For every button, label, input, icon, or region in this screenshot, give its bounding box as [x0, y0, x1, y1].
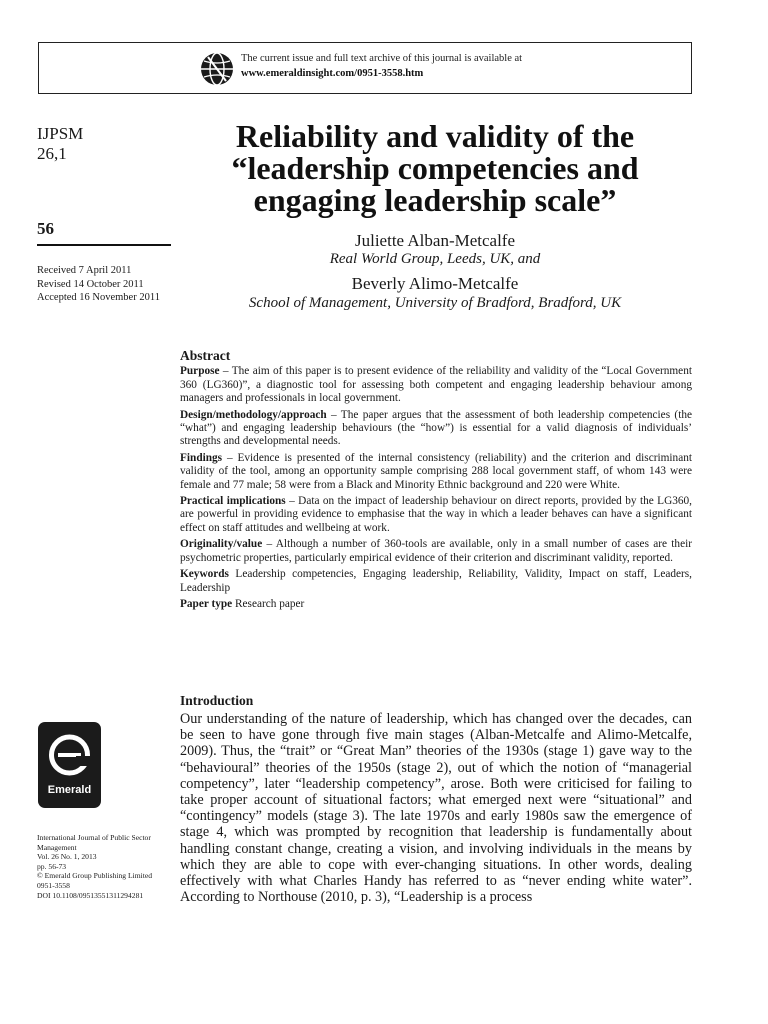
- pub-info-line: DOI 10.1108/09513551311294281: [37, 890, 144, 900]
- introduction-paragraph: Our understanding of the nature of leadership, which has changed over the decades, can be seen to have gone through five main stages (Alban-Metcalfe and Alimo-Metcalfe, 2009). Thus, the “trait” or “Great Man” theories of the 1930s (stage 1) gave way to the “behavioural” theories of the 1950s (stage 2), out of which the notion of “managerial competency”, later “leadership competency”, arose. Both were criticised for failing to take proper account of situational factors; what emerged next were “situational” and “contingency” models (stage 3). The late 1970s and early 1980s saw the emergence of stage 4, which was prompted by recognition that leadership is fundamentally about handling constant change, creating a vision, and involving individuals in the means by which they are able to cope with ever-changing situations. In other words, dealing effectively with what Charles Handy has referred to as “never ending white water”. According to Northouse (2010, p. 3), “Leadership is a process: [180, 711, 692, 906]
- author-affiliation: Real World Group, Leeds, UK, and: [329, 251, 541, 267]
- pub-info-line: International Journal of Public Sector: [37, 833, 151, 842]
- abstract-findings: [180, 452, 692, 492]
- abstract-paper-type: [180, 598, 692, 611]
- abstract-keywords: [180, 568, 692, 595]
- author-affiliation: School of Management, University of Bradford, Bradford, UK: [248, 295, 622, 311]
- emerald-e-icon: [46, 730, 93, 782]
- abstract-label: Paper type: [180, 597, 233, 610]
- publication-info: [37, 833, 177, 900]
- abstract-implications: [180, 495, 692, 535]
- page-number: 56: [37, 219, 54, 238]
- abstract-label: Design/methodology/approach: [180, 408, 327, 421]
- pub-info-line: Management: [37, 842, 77, 852]
- abstract-text: – Although a number of 360-tools are available, only in a small number of cases are their psychometric properties, particularly empirical evidence of their criterion and discriminant validity, reported.: [180, 538, 692, 564]
- abstract-originality: [180, 538, 692, 565]
- journal-code-block: [37, 124, 83, 164]
- abstract-label: Originality/value: [180, 538, 263, 551]
- title-line: engaging leadership scale”: [253, 182, 617, 218]
- author-name: Beverly Alimo-Metcalfe: [351, 274, 519, 293]
- journal-archive-banner: [38, 42, 692, 94]
- banner-availability-text: The current issue and full text archive of this journal is available at: [241, 53, 523, 64]
- abstract-text: Research paper: [232, 597, 305, 610]
- abstract-text: – The aim of this paper is to present evidence of the reliability and validity of the “Local Government 360 (LG360)”, a diagnostic tool for assessing both competent and engaging leadership behaviour among managers and professionals in local government.: [180, 365, 692, 405]
- abstract-text: – The paper argues that the assessment of both leadership competencies (the “what”) and engaging leadership behaviours (the “how”) is essential for a valid diagnosis of individuals’ strengths and developmental needs.: [180, 408, 692, 448]
- pub-info-line: 0951-3558: [37, 880, 70, 890]
- abstract-heading: Abstract: [180, 348, 231, 363]
- title-line: Reliability and validity of the: [235, 118, 635, 154]
- abstract-text: – Data on the impact of leadership behaviour on direct reports, provided by the LG360, are powerful in providing evidence to emphasise that the way in which a leader behaves can have a significant effect on staff attitudes and wellbeing at work.: [180, 495, 692, 534]
- pub-info-line: © Emerald Group Publishing Limited: [37, 871, 153, 881]
- received-date: Received 7 April 2011: [37, 265, 132, 276]
- abstract-label: Keywords: [180, 568, 229, 581]
- emerald-logo: [38, 722, 101, 808]
- submission-history: [37, 264, 160, 305]
- journal-abbreviation: IJPSM: [37, 124, 84, 143]
- abstract-label: Purpose: [180, 365, 220, 378]
- abstract-label: Findings: [180, 451, 223, 464]
- revised-date: Revised 14 October 2011: [37, 278, 144, 290]
- emerald-logo-label: Emerald: [47, 784, 92, 796]
- abstract-section: [180, 349, 692, 614]
- journal-volume: 26,1: [37, 144, 67, 163]
- pub-info-line: Vol. 26 No. 1, 2013: [37, 852, 97, 862]
- abstract-label: Practical implications: [180, 495, 286, 508]
- sidebar-divider: [37, 244, 171, 246]
- title-line: “leadership competencies and: [231, 150, 639, 186]
- pub-info-line: pp. 56-73: [37, 861, 67, 871]
- author-name: Juliette Alban-Metcalfe: [354, 231, 516, 250]
- accepted-date: Accepted 16 November 2011: [37, 292, 160, 303]
- abstract-purpose: [180, 365, 692, 405]
- journal-url-link[interactable]: www.emeraldinsight.com/0951-3558.htm: [241, 68, 424, 79]
- abstract-design: [180, 409, 692, 449]
- introduction-heading: Introduction: [180, 693, 254, 708]
- article-title: [180, 120, 690, 216]
- abstract-text: – Evidence is presented of the internal consistency (reliability) and the criterion and discriminant validity of the tool, among an opportunity sample comprising 288 local government staff, of whom 143 were female and 77 male; 58 were from a Black and Minority Ethnic background and 220 were White.: [180, 451, 692, 491]
- globe-icon: [199, 51, 235, 87]
- abstract-text: Leadership competencies, Engaging leadership, Reliability, Validity, Impact on staff, Leaders, Leadership: [180, 568, 692, 594]
